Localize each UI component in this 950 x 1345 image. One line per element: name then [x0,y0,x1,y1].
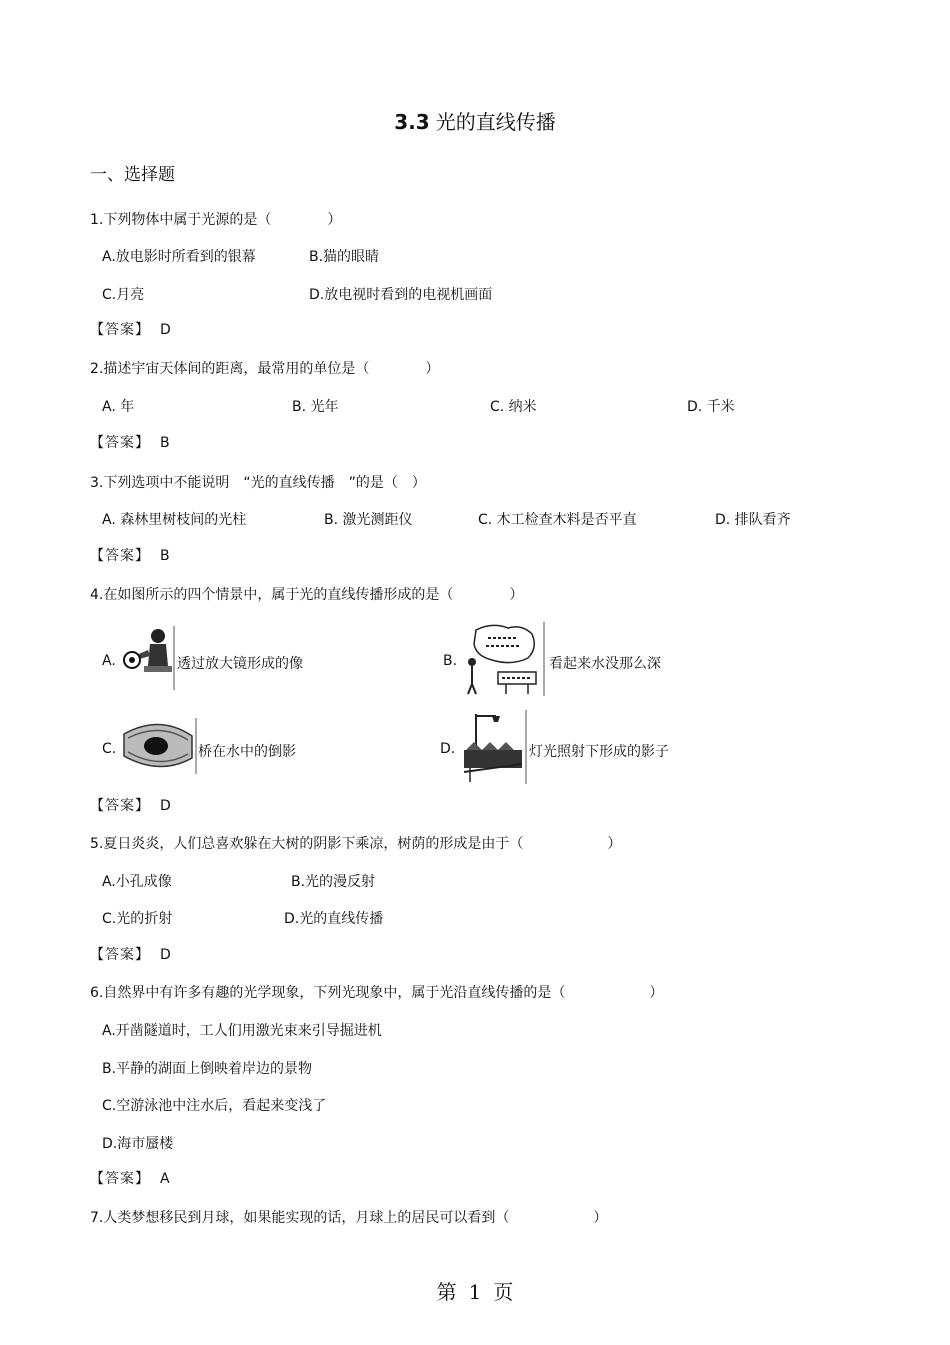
question-4-option-c-text: 桥在水中的倒影 [198,744,296,760]
question-2-stem: 2.描述宇宙天体间的距离，最常用的单位是（ ） [90,361,440,377]
answer-label: 【答案】 [90,1171,150,1187]
question-5-option-a: A.小孔成像 [102,874,172,890]
question-6-option-b: B.平静的湖面上倒映着岸边的景物 [102,1061,313,1077]
question-6-stem: 6.自然界中有许多有趣的光学现象，下列光现象中，属于光沿直线传播的是（ ） [90,985,664,1001]
pool-depth-scene-image [462,622,546,696]
answer-value: D [160,947,171,963]
question-3-option-c: C. 木工检查木料是否平直 [478,512,637,528]
lamp-shadow-scene-image [462,710,528,784]
answer-value: D [160,798,171,814]
question-4-answer [90,795,171,815]
question-3-answer [90,545,170,565]
footer-suffix: 页 [493,1280,514,1304]
question-6-answer [90,1168,170,1188]
question-5-answer [90,944,171,964]
answer-label: 【答案】 [90,548,150,564]
answer-label: 【答案】 [90,435,150,451]
bridge-reflection-image [122,718,198,774]
question-1-option-d: D.放电视时看到的电视机画面 [309,287,493,303]
answer-label: 【答案】 [90,947,150,963]
question-4-option-d-letter: D. [440,741,456,757]
question-6-option-d: D.海市蜃楼 [102,1136,174,1152]
answer-value: B [160,435,170,451]
question-4-option-c-letter: C. [102,741,117,757]
answer-value: A [160,1171,170,1187]
question-6-option-c: C.空游泳池中注水后，看起来变浅了 [102,1098,327,1114]
question-1-option-b: B.猫的眼睛 [309,249,380,265]
question-5-option-c: C.光的折射 [102,911,173,927]
question-5-option-b: B.光的漫反射 [291,874,376,890]
question-6-option-a: A.开凿隧道时，工人们用激光束来引导掘进机 [102,1023,382,1039]
question-2-option-c: C. 纳米 [490,399,537,415]
question-3-option-a: A. 森林里树枝间的光柱 [102,512,247,528]
footer-prefix: 第 [436,1280,457,1304]
question-4-option-d-text: 灯光照射下形成的影子 [529,744,669,760]
page-number: 1 [468,1280,482,1304]
answer-value: D [160,322,171,338]
question-2-option-a: A. 年 [102,399,135,415]
question-3-option-b: B. 激光测距仪 [324,512,413,528]
question-1-stem: 1.下列物体中属于光源的是（ ） [90,212,342,228]
answer-label: 【答案】 [90,322,150,338]
question-4-stem: 4.在如图所示的四个情景中，属于光的直线传播形成的是（ ） [90,587,524,603]
question-4-option-b-letter: B. [443,653,458,669]
title-text: 光的直线传播 [435,110,556,134]
question-1-option-c: C.月亮 [102,287,145,303]
section-heading: 一、选择题 [90,165,175,185]
page-title [0,106,950,135]
answer-label: 【答案】 [90,798,150,814]
question-2-option-b: B. 光年 [292,399,339,415]
question-4-option-a-letter: A. [102,653,116,669]
question-2-option-d: D. 千米 [687,399,735,415]
question-5-option-d: D.光的直线传播 [284,911,384,927]
question-7-stem: 7.人类梦想移民到月球，如果能实现的话，月球上的居民可以看到（ ） [90,1210,608,1226]
question-1-answer [90,319,171,339]
answer-value: B [160,548,170,564]
question-2-answer [90,432,170,452]
question-1-option-a: A.放电影时所看到的银幕 [102,249,256,265]
title-number: 3.3 [394,110,430,134]
question-4-option-a-text: 透过放大镜形成的像 [177,656,303,672]
page-footer [0,1276,950,1305]
magnifier-scene-image [122,626,176,690]
question-3-stem: 3.下列选项中不能说明 “光的直线传播 ”的是（ ） [90,475,426,491]
question-5-stem: 5.夏日炎炎，人们总喜欢躲在大树的阴影下乘凉，树荫的形成是由于（ ） [90,836,622,852]
question-3-option-d: D. 排队看齐 [715,512,791,528]
question-4-option-b-text: 看起来水没那么深 [549,656,661,672]
